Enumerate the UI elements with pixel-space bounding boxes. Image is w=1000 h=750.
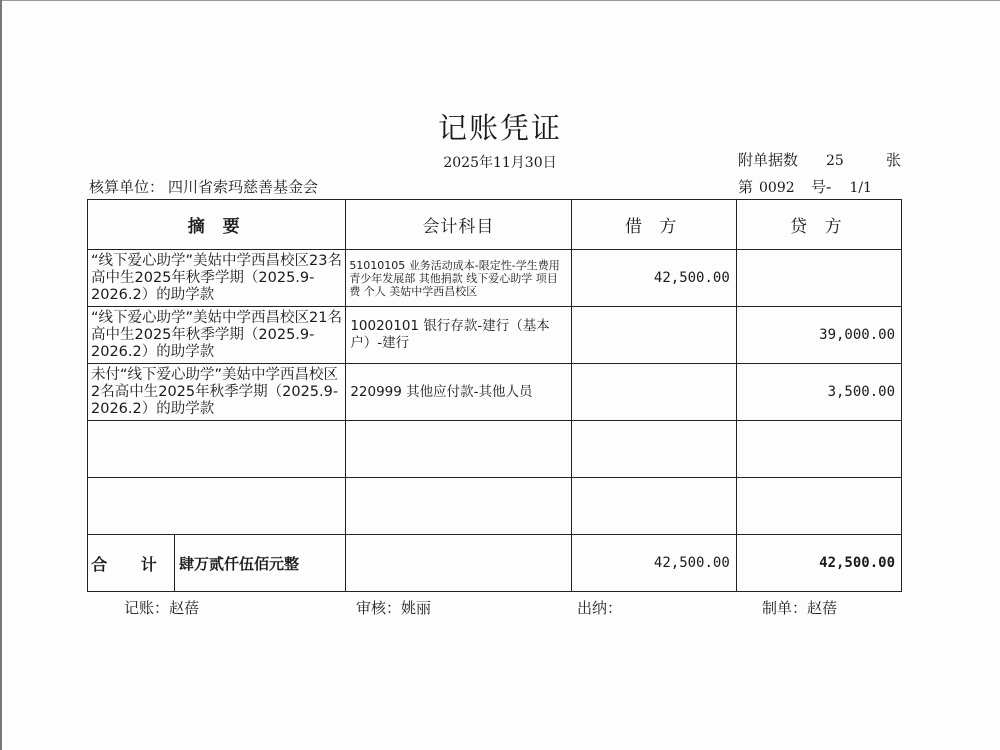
row-credit <box>736 250 901 307</box>
bookkeeper-signature <box>124 597 199 618</box>
row-credit: 39,000.00 <box>736 307 901 364</box>
page-top-edge <box>0 0 1000 1</box>
header-summary: 摘 要 <box>88 200 346 250</box>
table-row <box>88 364 902 421</box>
row-debit <box>571 364 736 421</box>
row-summary: “线下爱心助学”美姑中学西昌校区21名高中生2025年秋季学期（2025.9-2026.2）的助学款 <box>88 307 346 364</box>
row-debit <box>571 307 736 364</box>
table-row <box>88 478 902 535</box>
attachments-count: 25 <box>826 153 844 169</box>
row-account <box>346 478 571 535</box>
preparer-name: 赵蓓 <box>807 599 838 617</box>
auditor-signature <box>356 597 431 618</box>
total-row <box>88 535 902 592</box>
accounting-unit <box>89 176 318 197</box>
preparer-label: 制单： <box>762 599 808 617</box>
voucher-number-info <box>738 176 872 197</box>
table-row <box>88 421 902 478</box>
voucher-table <box>87 199 902 592</box>
row-summary: 未付“线下爱心助学”美姑中学西昌校区2名高中生2025年秋季学期（2025.9-2026.2）的助学款 <box>88 364 346 421</box>
header-account: 会计科目 <box>346 200 571 250</box>
row-credit <box>736 478 901 535</box>
table-row <box>88 307 902 364</box>
row-account: 220999 其他应付款-其他人员 <box>346 364 571 421</box>
row-debit: 42,500.00 <box>571 250 736 307</box>
voucher-number: 0092 <box>759 180 795 196</box>
row-debit <box>571 421 736 478</box>
header-row <box>88 200 902 250</box>
attachments-info <box>738 149 901 170</box>
attachments-label: 附单据数 <box>738 151 799 169</box>
bookkeeper-name: 赵蓓 <box>169 599 200 617</box>
header-debit: 借 方 <box>571 200 736 250</box>
bookkeeper-label: 记账： <box>124 599 170 617</box>
total-account-cell <box>346 535 571 592</box>
attachments-unit: 张 <box>886 151 902 169</box>
voucher-prefix: 第 <box>738 178 754 196</box>
unit-label: 核算单位： <box>89 178 165 196</box>
voucher-suffix: 号- <box>811 178 832 196</box>
header-credit: 贷 方 <box>736 200 901 250</box>
cashier-signature <box>577 597 622 618</box>
total-debit: 42,500.00 <box>571 535 736 592</box>
row-account <box>346 421 571 478</box>
row-summary: “线下爱心助学”美姑中学西昌校区23名高中生2025年秋季学期（2025.9-2026.2）的助学款 <box>88 250 346 307</box>
total-label: 合 计 <box>88 535 175 591</box>
preparer-signature <box>762 597 837 618</box>
row-summary <box>88 478 346 535</box>
auditor-name: 姚丽 <box>401 599 432 617</box>
voucher-date: 2025年11月30日 <box>443 155 557 171</box>
table-row <box>88 250 902 307</box>
total-credit: 42,500.00 <box>736 535 901 592</box>
cashier-label: 出纳： <box>577 599 623 617</box>
row-debit <box>571 478 736 535</box>
row-credit <box>736 421 901 478</box>
row-account: 51010105 业务活动成本-限定性-学生费用 青少年发展部 其他捐款 线下爱心助学 项目费 个人 美姑中学西昌校区 <box>346 250 571 307</box>
total-label-cell <box>88 535 346 592</box>
auditor-label: 审核： <box>356 599 402 617</box>
row-summary <box>88 421 346 478</box>
voucher-page: 1/1 <box>849 180 872 196</box>
row-account: 10020101 银行存款-建行（基本户）-建行 <box>346 307 571 364</box>
total-amount-in-words: 肆万贰仟伍佰元整 <box>179 554 300 573</box>
row-credit: 3,500.00 <box>736 364 901 421</box>
unit-name: 四川省索玛慈善基金会 <box>168 178 319 196</box>
voucher-title: 记账凭证 <box>437 111 562 145</box>
